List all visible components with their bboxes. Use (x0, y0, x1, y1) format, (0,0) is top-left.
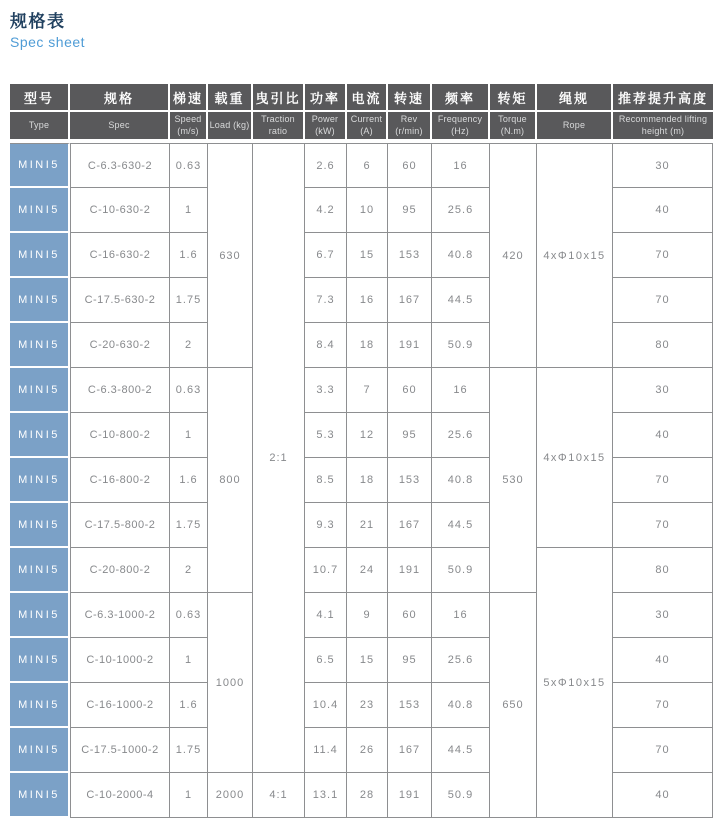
type-cell: MINI5 (10, 458, 70, 503)
current-cell: 21 (347, 503, 388, 548)
height-cell: 40 (613, 188, 713, 233)
rev-cell: 60 (388, 593, 432, 638)
frequency-cell: 50.9 (432, 323, 490, 368)
table-row (10, 143, 713, 188)
frequency-cell: 16 (432, 368, 490, 413)
current-cell: 12 (347, 413, 388, 458)
spec-cell: C-17.5-630-2 (70, 278, 170, 323)
height-cell: 30 (613, 368, 713, 413)
page-subtitle: Spec sheet (10, 34, 86, 50)
power-cell: 9.3 (305, 503, 347, 548)
spec-cell: C-16-800-2 (70, 458, 170, 503)
current-cell: 28 (347, 773, 388, 818)
spec-cell: C-6.3-800-2 (70, 368, 170, 413)
speed-cell: 1.6 (170, 233, 208, 278)
rope-cell: 5xΦ10x15 (537, 548, 613, 818)
col-header-rev-zh: 转速 (388, 84, 432, 112)
spec-cell: C-10-1000-2 (70, 638, 170, 683)
current-cell: 18 (347, 458, 388, 503)
load-cell: 800 (208, 368, 253, 593)
height-cell: 70 (613, 458, 713, 503)
speed-cell: 2 (170, 323, 208, 368)
table-body (10, 143, 713, 818)
col-header-current-zh: 电流 (347, 84, 388, 112)
rope-cell: 4xΦ10x15 (537, 143, 613, 368)
power-cell: 11.4 (305, 728, 347, 773)
frequency-cell: 44.5 (432, 503, 490, 548)
type-cell: MINI5 (10, 683, 70, 728)
col-header-power-zh: 功率 (305, 84, 347, 112)
col-header-traction-en: Traction ratio (253, 112, 305, 143)
height-cell: 40 (613, 413, 713, 458)
height-cell: 70 (613, 728, 713, 773)
height-cell: 70 (613, 233, 713, 278)
power-cell: 8.4 (305, 323, 347, 368)
power-cell: 7.3 (305, 278, 347, 323)
table-row (10, 368, 713, 413)
power-cell: 2.6 (305, 143, 347, 188)
frequency-cell: 25.6 (432, 188, 490, 233)
col-header-power-en: Power (kW) (305, 112, 347, 143)
speed-cell: 1.6 (170, 683, 208, 728)
col-header-spec-en: Spec (70, 112, 170, 143)
traction-cell: 4:1 (253, 773, 305, 818)
speed-cell: 1.75 (170, 278, 208, 323)
power-cell: 4.2 (305, 188, 347, 233)
spec-cell: C-10-800-2 (70, 413, 170, 458)
frequency-cell: 16 (432, 143, 490, 188)
spec-cell: C-16-630-2 (70, 233, 170, 278)
spec-cell: C-6.3-1000-2 (70, 593, 170, 638)
frequency-cell: 40.8 (432, 683, 490, 728)
col-header-load-en: Load (kg) (208, 112, 253, 143)
speed-cell: 1 (170, 413, 208, 458)
current-cell: 15 (347, 638, 388, 683)
frequency-cell: 40.8 (432, 233, 490, 278)
rev-cell: 167 (388, 728, 432, 773)
rev-cell: 167 (388, 278, 432, 323)
torque-cell: 420 (490, 143, 537, 368)
rev-cell: 191 (388, 323, 432, 368)
type-cell: MINI5 (10, 188, 70, 233)
col-header-load-zh: 载重 (208, 84, 253, 112)
power-cell: 6.5 (305, 638, 347, 683)
power-cell: 13.1 (305, 773, 347, 818)
spec-cell: C-10-2000-4 (70, 773, 170, 818)
rev-cell: 95 (388, 413, 432, 458)
rev-cell: 153 (388, 683, 432, 728)
rev-cell: 153 (388, 458, 432, 503)
power-cell: 4.1 (305, 593, 347, 638)
spec-cell: C-6.3-630-2 (70, 143, 170, 188)
type-cell: MINI5 (10, 638, 70, 683)
header-row-en (10, 112, 713, 143)
rev-cell: 191 (388, 773, 432, 818)
col-header-speed-en: Speed (m/s) (170, 112, 208, 143)
type-cell: MINI5 (10, 143, 70, 188)
current-cell: 7 (347, 368, 388, 413)
torque-cell: 530 (490, 368, 537, 593)
height-cell: 30 (613, 143, 713, 188)
type-cell: MINI5 (10, 593, 70, 638)
type-cell: MINI5 (10, 503, 70, 548)
height-cell: 40 (613, 773, 713, 818)
power-cell: 8.5 (305, 458, 347, 503)
page-title: 规格表 (10, 12, 66, 31)
col-header-type-en: Type (10, 112, 70, 143)
rev-cell: 60 (388, 143, 432, 188)
current-cell: 15 (347, 233, 388, 278)
rev-cell: 95 (388, 638, 432, 683)
torque-cell: 650 (490, 593, 537, 818)
type-cell: MINI5 (10, 413, 70, 458)
spec-cell: C-16-1000-2 (70, 683, 170, 728)
frequency-cell: 40.8 (432, 458, 490, 503)
rope-cell: 4xΦ10x15 (537, 368, 613, 548)
current-cell: 24 (347, 548, 388, 593)
speed-cell: 1.75 (170, 728, 208, 773)
height-cell: 80 (613, 323, 713, 368)
frequency-cell: 50.9 (432, 773, 490, 818)
current-cell: 6 (347, 143, 388, 188)
type-cell: MINI5 (10, 368, 70, 413)
height-cell: 30 (613, 593, 713, 638)
frequency-cell: 50.9 (432, 548, 490, 593)
type-cell: MINI5 (10, 728, 70, 773)
power-cell: 5.3 (305, 413, 347, 458)
col-header-rev-en: Rev (r/min) (388, 112, 432, 143)
speed-cell: 1 (170, 638, 208, 683)
rev-cell: 95 (388, 188, 432, 233)
spec-cell: C-20-800-2 (70, 548, 170, 593)
height-cell: 80 (613, 548, 713, 593)
frequency-cell: 16 (432, 593, 490, 638)
table-row (10, 548, 713, 593)
col-header-type-zh: 型号 (10, 84, 70, 112)
col-header-speed-zh: 梯速 (170, 84, 208, 112)
spec-cell: C-17.5-1000-2 (70, 728, 170, 773)
speed-cell: 0.63 (170, 143, 208, 188)
col-header-spec-zh: 规格 (70, 84, 170, 112)
col-header-frequency-zh: 频率 (432, 84, 490, 112)
table-header (10, 84, 713, 143)
col-header-height-zh: 推荐提升高度 (613, 84, 713, 112)
height-cell: 70 (613, 278, 713, 323)
load-cell: 630 (208, 143, 253, 368)
col-header-frequency-en: Frequency (Hz) (432, 112, 490, 143)
frequency-cell: 44.5 (432, 728, 490, 773)
spec-cell: C-10-630-2 (70, 188, 170, 233)
spec-cell: C-20-630-2 (70, 323, 170, 368)
power-cell: 10.7 (305, 548, 347, 593)
height-cell: 40 (613, 638, 713, 683)
speed-cell: 1.6 (170, 458, 208, 503)
height-cell: 70 (613, 503, 713, 548)
current-cell: 26 (347, 728, 388, 773)
speed-cell: 0.63 (170, 368, 208, 413)
speed-cell: 1.75 (170, 503, 208, 548)
frequency-cell: 25.6 (432, 638, 490, 683)
traction-cell: 2:1 (253, 143, 305, 773)
frequency-cell: 25.6 (432, 413, 490, 458)
power-cell: 3.3 (305, 368, 347, 413)
speed-cell: 1 (170, 773, 208, 818)
speed-cell: 1 (170, 188, 208, 233)
height-cell: 70 (613, 683, 713, 728)
current-cell: 18 (347, 323, 388, 368)
type-cell: MINI5 (10, 323, 70, 368)
col-header-height-en: Recommended lifting height (m) (613, 112, 713, 143)
spec-cell: C-17.5-800-2 (70, 503, 170, 548)
type-cell: MINI5 (10, 773, 70, 818)
col-header-torque-en: Torque (N.m) (490, 112, 537, 143)
speed-cell: 0.63 (170, 593, 208, 638)
type-cell: MINI5 (10, 233, 70, 278)
speed-cell: 2 (170, 548, 208, 593)
rev-cell: 153 (388, 233, 432, 278)
rev-cell: 167 (388, 503, 432, 548)
header-row-zh (10, 84, 713, 112)
current-cell: 10 (347, 188, 388, 233)
col-header-rope-en: Rope (537, 112, 613, 143)
rev-cell: 60 (388, 368, 432, 413)
rev-cell: 191 (388, 548, 432, 593)
col-header-rope-zh: 绳规 (537, 84, 613, 112)
col-header-torque-zh: 转矩 (490, 84, 537, 112)
type-cell: MINI5 (10, 278, 70, 323)
current-cell: 9 (347, 593, 388, 638)
power-cell: 10.4 (305, 683, 347, 728)
current-cell: 23 (347, 683, 388, 728)
load-cell: 2000 (208, 773, 253, 818)
col-header-traction-zh: 曳引比 (253, 84, 305, 112)
spec-table (10, 84, 713, 818)
col-header-current-en: Current (A) (347, 112, 388, 143)
type-cell: MINI5 (10, 548, 70, 593)
load-cell: 1000 (208, 593, 253, 773)
frequency-cell: 44.5 (432, 278, 490, 323)
current-cell: 16 (347, 278, 388, 323)
power-cell: 6.7 (305, 233, 347, 278)
